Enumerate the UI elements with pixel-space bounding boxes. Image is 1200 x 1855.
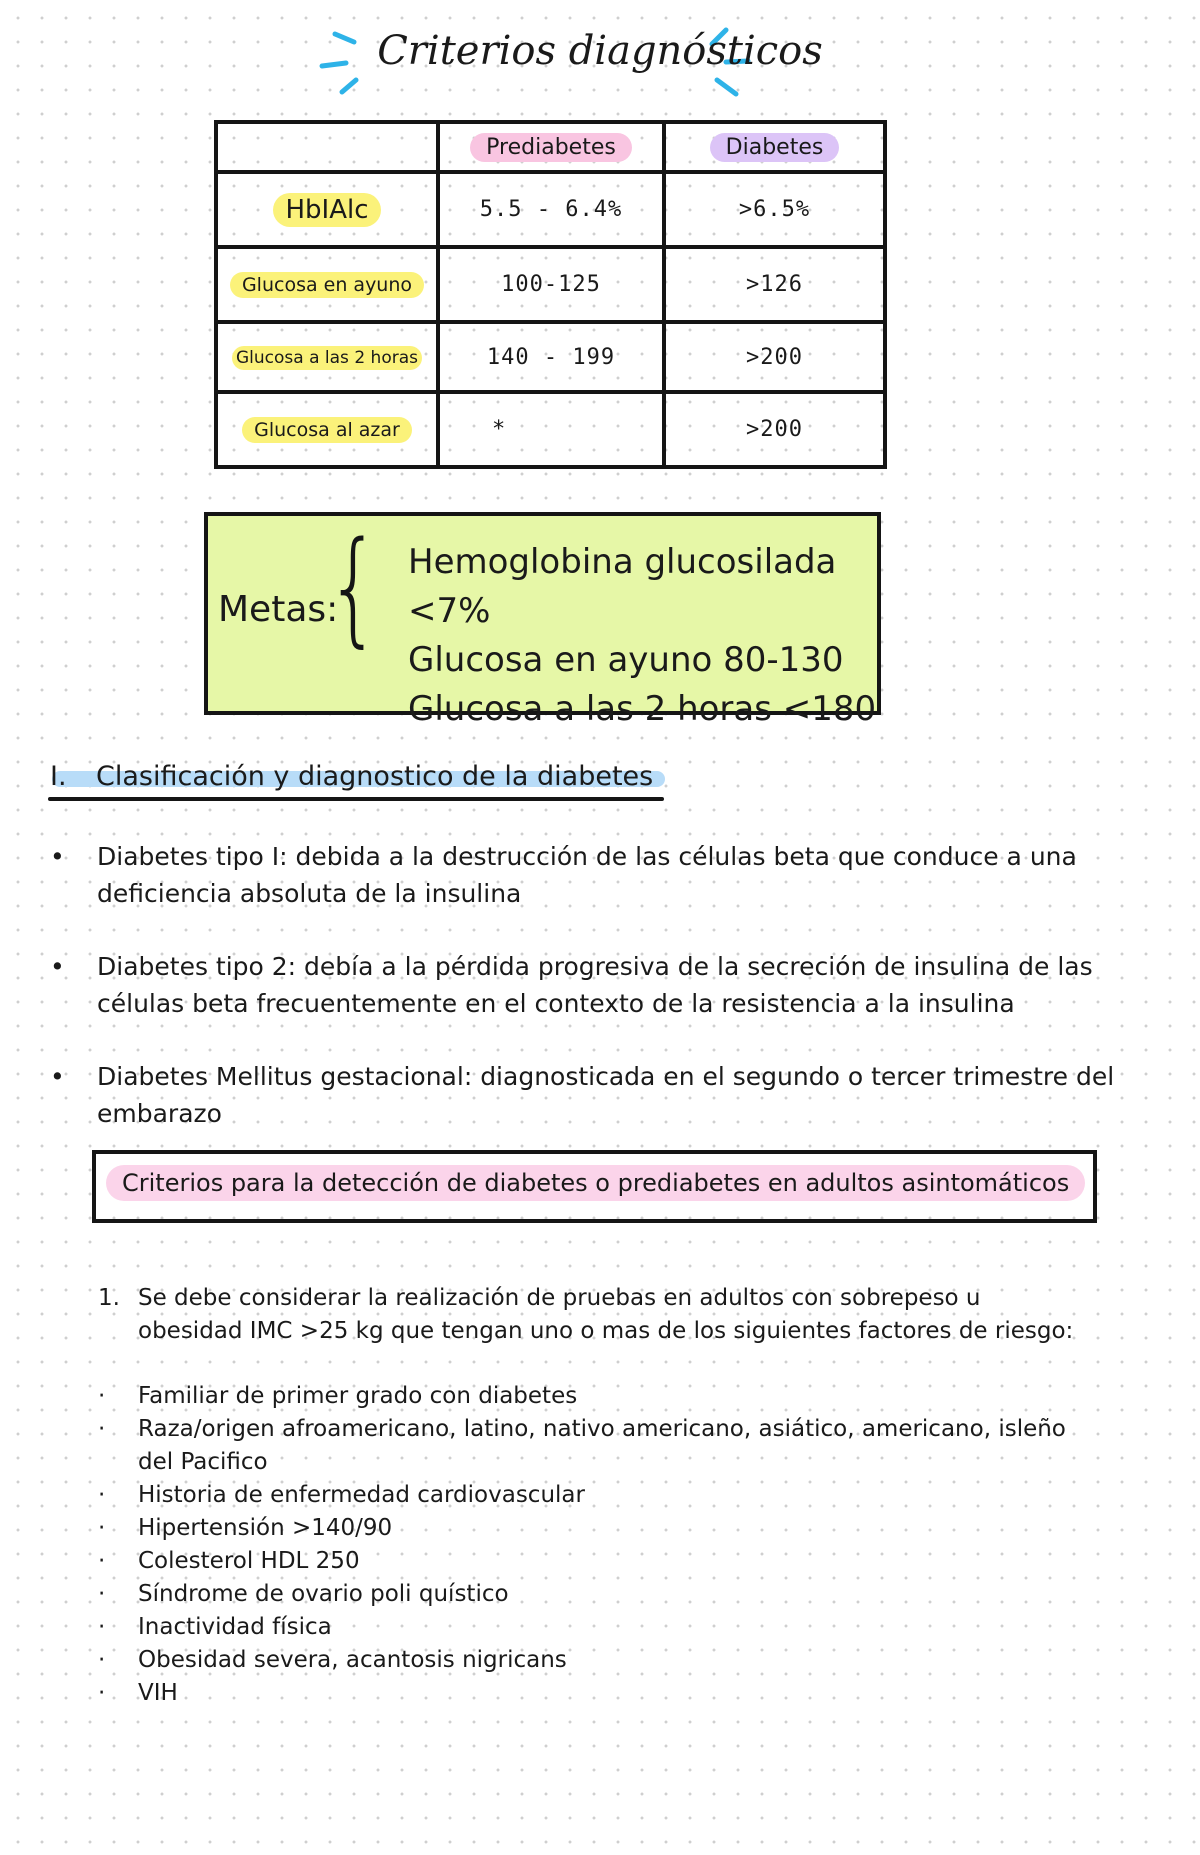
- detection-criteria-box: [92, 1150, 1097, 1223]
- list-item-text: Inactividad física: [138, 1614, 332, 1640]
- prediabetes-value: 100-125: [438, 247, 664, 322]
- page-title: Criterios diagnósticos: [377, 28, 823, 74]
- list-item-text: Diabetes tipo 2: debía a la pérdida progresiva de la secreción de insulina de las células beta frecuentemente en el contexto de la resistencia a la insulina: [97, 952, 1093, 1018]
- metas-item: Glucosa en ayuno 80-130: [408, 640, 844, 680]
- diabetes-value: >6.5%: [664, 172, 885, 247]
- table-row: [216, 392, 885, 467]
- diabetes-value: >200: [664, 322, 885, 392]
- bullet-icon: ·: [98, 1548, 106, 1574]
- row-label-cell: [216, 172, 438, 247]
- header-prediabetes: [438, 122, 664, 172]
- sparkle-left-bottom: [342, 80, 356, 92]
- diabetes-value: >200: [664, 392, 885, 467]
- prediabetes-value: *: [438, 392, 664, 467]
- section-heading: [50, 761, 653, 792]
- list-item-text: Familiar de primer grado con diabetes: [138, 1383, 578, 1409]
- list-item-text: Hipertensión >140/90: [138, 1515, 393, 1541]
- list-item-text: Diabetes tipo I: debida a la destrucción de las células beta que conduce a una deficiencia absoluta de la insulina: [97, 842, 1077, 908]
- list-item: [98, 1644, 1078, 1677]
- metas-label: Metas:: [218, 589, 339, 630]
- prediabetes-value: 5.5 - 6.4%: [438, 172, 664, 247]
- row-label: Glucosa en ayuno: [230, 272, 424, 298]
- table-row: [216, 322, 885, 392]
- table-row: [216, 247, 885, 322]
- prediabetes-value: 140 - 199: [438, 322, 664, 392]
- list-item-text: Historia de enfermedad cardiovascular: [138, 1482, 585, 1508]
- row-label: HbIAlc: [273, 193, 380, 227]
- section-title: Clasificación y diagnostico de la diabetes: [96, 761, 654, 792]
- bullet-icon: ·: [98, 1515, 106, 1541]
- list-item: [98, 1611, 1078, 1644]
- bullet-icon: •: [50, 1062, 65, 1091]
- list-item-text: Raza/origen afroamericano, latino, nativo americano, asiático, americano, isleño del Pacifico: [138, 1416, 1066, 1475]
- bullet-icon: ·: [98, 1482, 106, 1508]
- diabetes-value: >126: [664, 247, 885, 322]
- table-corner-cell: [216, 122, 438, 172]
- table-header-row: [216, 122, 885, 172]
- sparkle-right-bottom: [717, 80, 736, 94]
- list-item: [50, 838, 1160, 912]
- list-item: [98, 1677, 1078, 1710]
- row-label-cell: [216, 392, 438, 467]
- row-label-cell: [216, 322, 438, 392]
- list-item: [98, 1380, 1078, 1413]
- list-item-text: Colesterol HDL 250: [138, 1548, 360, 1574]
- bullet-icon: ·: [98, 1416, 106, 1442]
- list-item-text: Síndrome de ovario poli quístico: [138, 1581, 509, 1607]
- detection-criteria-title: Criterios para la detección de diabetes o prediabetes en adultos asintomáticos: [106, 1165, 1085, 1201]
- list-item-text: Diabetes Mellitus gestacional: diagnosticada en el segundo o tercer trimestre del embarazo: [97, 1062, 1115, 1128]
- list-item: [50, 948, 1160, 1022]
- table-row: [216, 172, 885, 247]
- bullet-icon: •: [50, 952, 65, 981]
- brace-icon: {: [326, 516, 382, 660]
- item-number: 1.: [98, 1285, 120, 1311]
- diabetes-label: Diabetes: [710, 133, 840, 162]
- criteria-table: [214, 120, 887, 469]
- metas-list: [408, 538, 877, 734]
- section-underline: [48, 797, 664, 801]
- bullet-icon: ·: [98, 1680, 106, 1706]
- item-text: Se debe considerar la realización de pruebas en adultos con sobrepeso u obesidad IMC >25 kg que tengan uno o mas de los siguientes factores de riesgo:: [138, 1285, 1074, 1344]
- list-item-text: VIH: [138, 1680, 178, 1706]
- list-item: [98, 1578, 1078, 1611]
- list-item: [98, 1512, 1078, 1545]
- prediabetes-label: Prediabetes: [470, 133, 632, 162]
- bullet-icon: •: [50, 842, 65, 871]
- bullet-icon: ·: [98, 1581, 106, 1607]
- row-label: Glucosa a las 2 horas: [232, 346, 422, 370]
- classification-list: [50, 838, 1160, 1168]
- row-label-cell: [216, 247, 438, 322]
- list-item: [98, 1413, 1078, 1479]
- risk-factor-list: [98, 1380, 1078, 1710]
- list-item: [50, 1058, 1160, 1132]
- section-number: I.: [50, 761, 67, 792]
- list-item-text: Obesidad severa, acantosis nigricans: [138, 1647, 567, 1673]
- list-item: [98, 1545, 1078, 1578]
- metas-box: [204, 512, 881, 729]
- bullet-icon: ·: [98, 1383, 106, 1409]
- metas-item: Hemoglobina glucosilada <7%: [408, 542, 837, 631]
- list-item: [98, 1479, 1078, 1512]
- header-diabetes: [664, 122, 885, 172]
- bullet-icon: ·: [98, 1647, 106, 1673]
- metas-item: Glucosa a las 2 horas <180: [408, 689, 877, 729]
- row-label: Glucosa al azar: [242, 417, 412, 443]
- bullet-icon: ·: [98, 1614, 106, 1640]
